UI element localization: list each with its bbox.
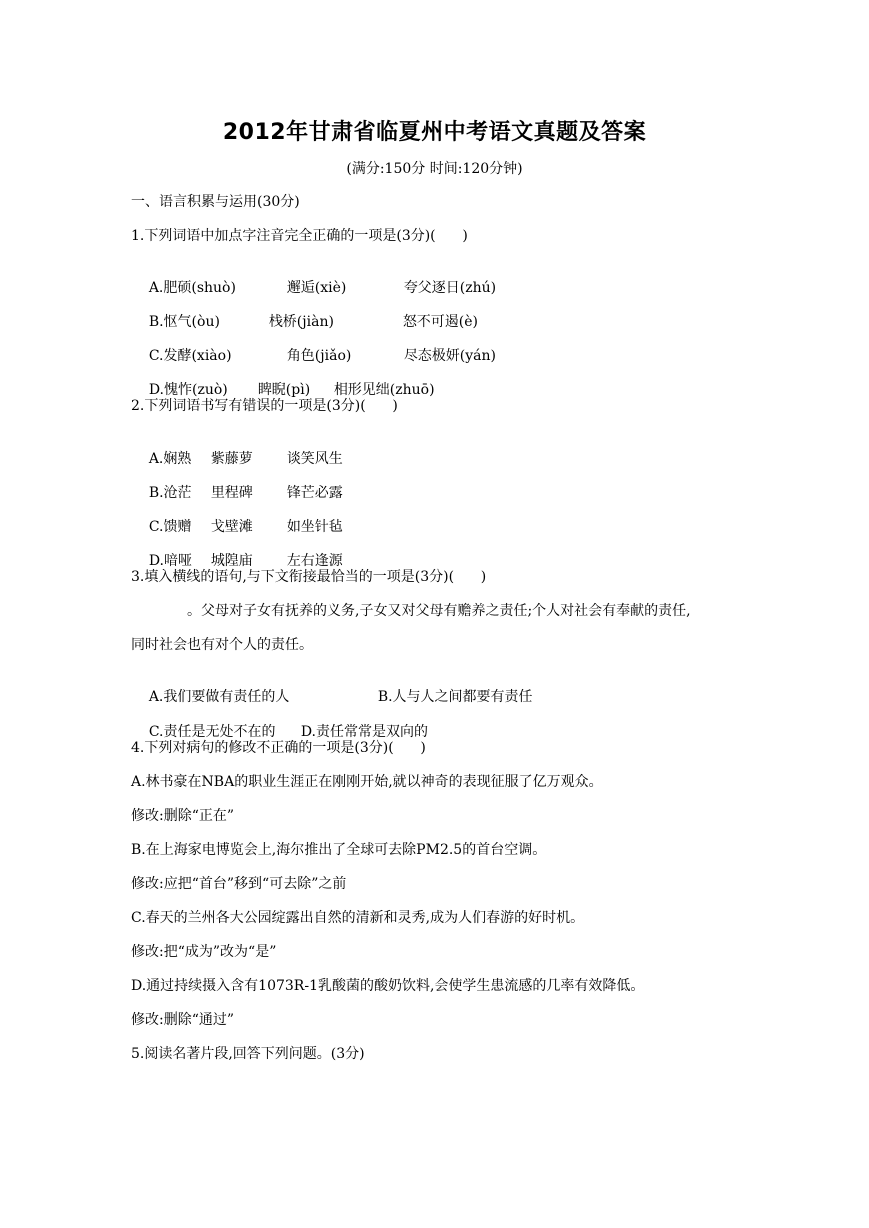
q2-d-word3: 左右逢源 xyxy=(286,553,343,569)
q1-d-word2: 睥睨(pì) xyxy=(257,382,311,398)
q2-a-word3: 谈笑风生 xyxy=(286,451,343,467)
q2-c-word3: 如坐针毡 xyxy=(286,519,343,535)
q4-option-b: B.在上海家电博览会上,海尔推出了全球可去除PM2.5的首台空调。 xyxy=(131,842,547,858)
q4-option-c: C.春天的兰州各大公园绽露出自然的清新和灵秀,成为人们春游的好时机。 xyxy=(131,910,585,926)
page-title: 2012年甘肃省临夏州中考语文真题及答案 xyxy=(222,120,647,145)
q1-b-word2: 栈桥(jiàn) xyxy=(268,314,334,330)
q2-a-word1: A.娴熟 xyxy=(148,451,192,467)
q4-option-a: A.林书豪在NBA的职业生涯正在刚刚开始,就以神奇的表现征服了亿万观众。 xyxy=(131,774,603,790)
q1-a-word2: 邂逅(xiè) xyxy=(286,280,347,296)
question-4-stem: 4.下列对病句的修改不正确的一项是(3分)( ) xyxy=(131,740,426,756)
q2-c-word1: C.馈赠 xyxy=(148,519,192,535)
q1-a-word1: A.肥硕(shuò) xyxy=(148,280,236,296)
question-2-stem: 2.下列词语书写有错误的一项是(3分)( ) xyxy=(131,398,398,414)
q2-b-word2: 里程碑 xyxy=(210,485,253,501)
question-5-stem: 5.阅读名著片段,回答下列问题。(3分) xyxy=(131,1046,365,1062)
q1-d-word1: D.愧怍(zuò) xyxy=(148,382,228,398)
q4-option-b-fix: 修改:应把“首台”移到“可去除”之前 xyxy=(131,876,347,892)
q4-option-c-fix: 修改:把“成为”改为“是” xyxy=(131,944,277,960)
q4-option-d: D.通过持续摄入含有1073R-1乳酸菌的酸奶饮料,会使学生患流感的几率有效降低。 xyxy=(131,978,645,994)
question-3-stem: 3.填入横线的语句,与下文衔接最恰当的一项是(3分)( ) xyxy=(131,569,487,585)
q2-d-word1: D.喑哑 xyxy=(148,553,192,569)
q2-c-word2: 戈壁滩 xyxy=(210,519,253,535)
q2-b-word3: 锋芒必露 xyxy=(286,485,343,501)
q3-option-a: A.我们要做有责任的人 xyxy=(148,689,290,705)
q1-c-word3: 尽态极妍(yán) xyxy=(403,348,497,364)
q1-d-word3: 相形见绌(zhuō) xyxy=(333,382,435,398)
q1-b-word1: B.怄气(òu) xyxy=(148,314,220,330)
section-heading: 一、语言积累与运用(30分) xyxy=(131,194,300,210)
q2-a-word2: 紫藤萝 xyxy=(210,451,253,467)
q2-d-word2: 城隍庙 xyxy=(210,553,253,569)
exam-info: (满分:150分 时间:120分钟) xyxy=(346,161,523,177)
q1-a-word3: 夸父逐日(zhú) xyxy=(403,280,497,296)
q4-option-a-fix: 修改:删除“正在” xyxy=(131,808,235,824)
q1-b-word3: 怒不可遏(è) xyxy=(402,314,479,330)
q1-c-word1: C.发酵(xiào) xyxy=(148,348,232,364)
q1-c-word2: 角色(jiǎo) xyxy=(286,348,352,364)
q3-passage-line2: 同时社会也有对个人的责任。 xyxy=(131,637,313,653)
q4-option-d-fix: 修改:删除“通过” xyxy=(131,1012,235,1028)
q3-option-b: B.人与人之间都要有责任 xyxy=(377,689,533,705)
q3-option-d: D.责任常常是双向的 xyxy=(300,724,428,740)
q3-option-c: C.责任是无处不在的 xyxy=(148,724,276,740)
question-1-stem: 1.下列词语中加点字注音完全正确的一项是(3分)( ) xyxy=(131,228,468,244)
q3-passage-line1: 。父母对子女有抚养的义务,子女又对父母有赡养之责任;个人对社会有奉献的责任, xyxy=(187,603,691,619)
q2-b-word1: B.沧茫 xyxy=(148,485,192,501)
